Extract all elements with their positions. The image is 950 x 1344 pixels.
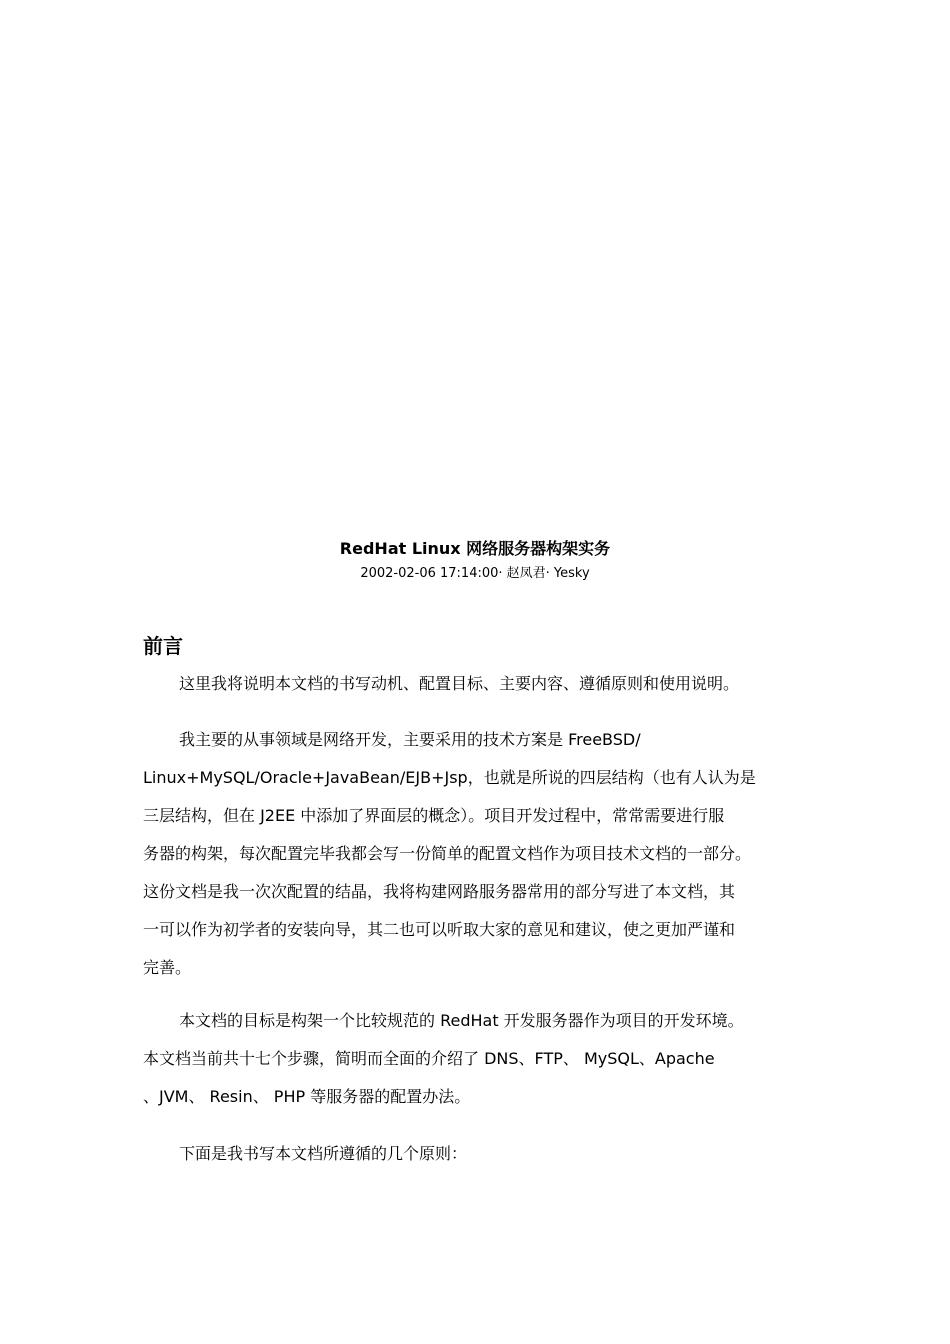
paragraph-line: 一可以作为初学者的安装向导，其二也可以听取大家的意见和建议，使之更加严谨和 (143, 920, 736, 939)
paragraph-line: 这里我将说明本文档的书写动机、配置目标、主要内容、遵循原则和使用说明。 (179, 674, 740, 693)
paragraph-line: 这份文档是我一次次配置的结晶，我将构建网路服务器常用的部分写进了本文档，其 (143, 882, 736, 901)
paragraph-line: Linux+MySQL/Oracle+JavaBean/EJB+Jsp，也就是所说的四层结构（也有人认为是 (143, 768, 756, 787)
paragraph-line: 三层结构，但在 J2EE 中添加了界面层的概念）。项目开发过程中，常常需要进行服 (143, 806, 725, 825)
paragraph-line: 本文档当前共十七个步骤，简明而全面的介绍了 DNS、FTP、 MySQL、Apache (143, 1049, 715, 1068)
paragraph-line: 、JVM、 Resin、 PHP 等服务器的配置办法。 (143, 1087, 471, 1106)
paragraph-line: 下面是我书写本文档所遵循的几个原则： (179, 1144, 468, 1163)
paragraph-line: 完善。 (143, 958, 192, 977)
paragraph-line: 本文档的目标是构架一个比较规范的 RedHat 开发服务器作为项目的开发环境。 (179, 1011, 744, 1030)
paragraph-line: 务器的构架，每次配置完毕我都会写一份简单的配置文档作为项目技术文档的一部分。 (143, 844, 752, 863)
document-title: RedHat Linux 网络服务器构架实务 (339, 539, 611, 558)
paragraph-4 (143, 1135, 823, 1173)
section-heading: 前言 (143, 634, 183, 658)
document-meta: 2002-02-06 17:14:00· 赵凤君· Yesky (360, 566, 590, 581)
paragraph-1 (143, 665, 823, 703)
paragraph-line: 我主要的从事领域是网络开发，主要采用的技术方案是 FreeBSD/ (179, 730, 641, 749)
paragraph-2 (143, 721, 823, 987)
paragraph-3 (143, 1002, 823, 1116)
